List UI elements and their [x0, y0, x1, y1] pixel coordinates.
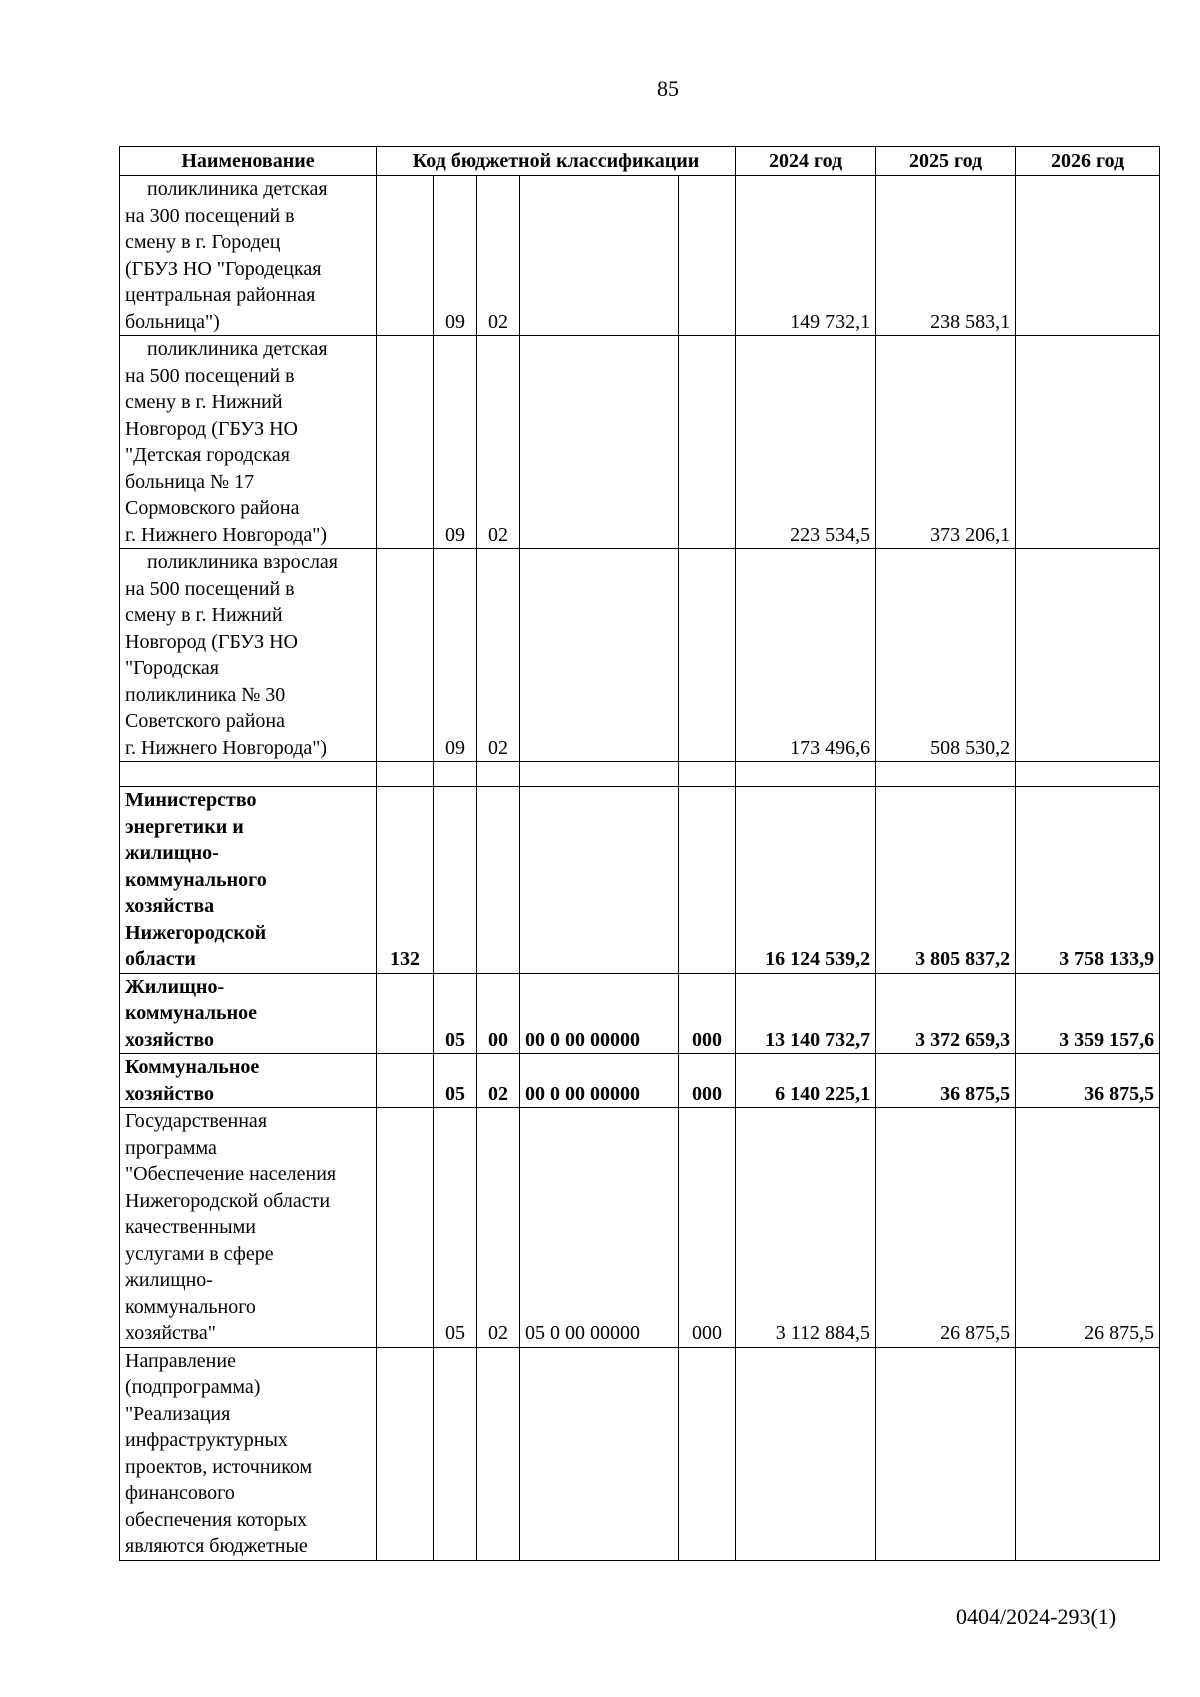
- cell-subsection: 02: [477, 1054, 520, 1108]
- empty-cell: [477, 762, 520, 787]
- cell-type: [679, 549, 736, 762]
- cell-type: [679, 1347, 736, 1560]
- table-row: [120, 1054, 1160, 1108]
- cell-target: 05 0 00 00000: [520, 1108, 679, 1348]
- table-row: [120, 787, 1160, 974]
- empty-cell: [1016, 762, 1160, 787]
- cell-type: 000: [679, 973, 736, 1054]
- cell-2025: 238 583,1: [876, 176, 1016, 336]
- cell-section: 05: [434, 1054, 477, 1108]
- cell-2025: 373 206,1: [876, 336, 1016, 549]
- cell-section: 09: [434, 176, 477, 336]
- cell-2026: [1016, 549, 1160, 762]
- cell-2026: 3 758 133,9: [1016, 787, 1160, 974]
- cell-2025: 3 372 659,3: [876, 973, 1016, 1054]
- cell-subsection: [477, 1347, 520, 1560]
- cell-2025: 508 530,2: [876, 549, 1016, 762]
- empty-cell: [120, 762, 377, 787]
- cell-2024: 173 496,6: [736, 549, 876, 762]
- cell-target: [520, 549, 679, 762]
- row-name: поликлиника детская на 300 посещений в смену в г. Городец (ГБУЗ НО "Городецкая центральная районная больница"): [120, 176, 377, 336]
- cell-2025: 26 875,5: [876, 1108, 1016, 1348]
- cell-ministry: 132: [377, 787, 434, 974]
- row-name: Направление (подпрограмма) "Реализация инфраструктурных проектов, источником финансового обеспечения которых являются бюджетные: [120, 1347, 377, 1560]
- table-row: [120, 973, 1160, 1054]
- empty-cell: [736, 762, 876, 787]
- cell-2026: [1016, 336, 1160, 549]
- cell-section: 09: [434, 549, 477, 762]
- row-name: Коммунальное хозяйство: [120, 1054, 377, 1108]
- cell-type: [679, 336, 736, 549]
- cell-2026: [1016, 1347, 1160, 1560]
- cell-2026: [1016, 176, 1160, 336]
- cell-2024: 13 140 732,7: [736, 973, 876, 1054]
- cell-subsection: [477, 787, 520, 974]
- row-name: Жилищно- коммунальное хозяйство: [120, 973, 377, 1054]
- cell-2025: [876, 1347, 1016, 1560]
- empty-cell: [434, 762, 477, 787]
- header-2024: 2024 год: [736, 147, 876, 176]
- table-row: [120, 1347, 1160, 1560]
- header-2025: 2025 год: [876, 147, 1016, 176]
- cell-ministry: [377, 336, 434, 549]
- budget-table: [119, 146, 1160, 1561]
- cell-section: 09: [434, 336, 477, 549]
- cell-subsection: 02: [477, 1108, 520, 1348]
- cell-2024: 3 112 884,5: [736, 1108, 876, 1348]
- cell-target: [520, 336, 679, 549]
- cell-ministry: [377, 1347, 434, 1560]
- cell-type: [679, 787, 736, 974]
- cell-2026: 36 875,5: [1016, 1054, 1160, 1108]
- row-name: Государственная программа "Обеспечение населения Нижегородской области качественными услугами в сфере жилищно- коммунального хозяйства": [120, 1108, 377, 1348]
- table-body: [120, 176, 1160, 1561]
- cell-2026: 26 875,5: [1016, 1108, 1160, 1348]
- cell-2025: 36 875,5: [876, 1054, 1016, 1108]
- empty-cell: [876, 762, 1016, 787]
- cell-type: 000: [679, 1054, 736, 1108]
- cell-2026: 3 359 157,6: [1016, 973, 1160, 1054]
- cell-subsection: 00: [477, 973, 520, 1054]
- empty-cell: [520, 762, 679, 787]
- cell-2024: 16 124 539,2: [736, 787, 876, 974]
- header-2026: 2026 год: [1016, 147, 1160, 176]
- cell-section: [434, 787, 477, 974]
- row-name: поликлиника взрослая на 500 посещений в смену в г. Нижний Новгород (ГБУЗ НО "Городская поликлиника № 30 Советского района г. Нижнего Новгорода"): [120, 549, 377, 762]
- cell-subsection: 02: [477, 176, 520, 336]
- cell-subsection: 02: [477, 336, 520, 549]
- cell-type: [679, 176, 736, 336]
- page-number: 85: [657, 76, 679, 101]
- cell-target: [520, 1347, 679, 1560]
- cell-2024: [736, 1347, 876, 1560]
- cell-2024: 6 140 225,1: [736, 1054, 876, 1108]
- cell-ministry: [377, 549, 434, 762]
- row-name: поликлиника детская на 500 посещений в смену в г. Нижний Новгород (ГБУЗ НО "Детская городская больница № 17 Сормовского района г. Нижнего Новгорода"): [120, 336, 377, 549]
- table-row: [120, 176, 1160, 336]
- cell-2024: 223 534,5: [736, 336, 876, 549]
- cell-2024: 149 732,1: [736, 176, 876, 336]
- empty-cell: [377, 762, 434, 787]
- cell-ministry: [377, 176, 434, 336]
- cell-target: 00 0 00 00000: [520, 973, 679, 1054]
- table-row: [120, 549, 1160, 762]
- cell-target: [520, 787, 679, 974]
- cell-target: [520, 176, 679, 336]
- cell-2025: 3 805 837,2: [876, 787, 1016, 974]
- table-row: [120, 336, 1160, 549]
- table-header-row: [120, 147, 1160, 176]
- cell-ministry: [377, 1054, 434, 1108]
- cell-ministry: [377, 1108, 434, 1348]
- row-name: Министерство энергетики и жилищно- коммунального хозяйства Нижегородской области: [120, 787, 377, 974]
- cell-type: 000: [679, 1108, 736, 1348]
- table-row: [120, 1108, 1160, 1348]
- cell-section: 05: [434, 973, 477, 1054]
- empty-row: [120, 762, 1160, 787]
- cell-target: 00 0 00 00000: [520, 1054, 679, 1108]
- document-code: 0404/2024-293(1): [956, 1604, 1117, 1629]
- empty-cell: [679, 762, 736, 787]
- header-code: Код бюджетной классификации: [377, 147, 736, 176]
- cell-section: 05: [434, 1108, 477, 1348]
- header-name: Наименование: [120, 147, 377, 176]
- cell-section: [434, 1347, 477, 1560]
- cell-subsection: 02: [477, 549, 520, 762]
- cell-ministry: [377, 973, 434, 1054]
